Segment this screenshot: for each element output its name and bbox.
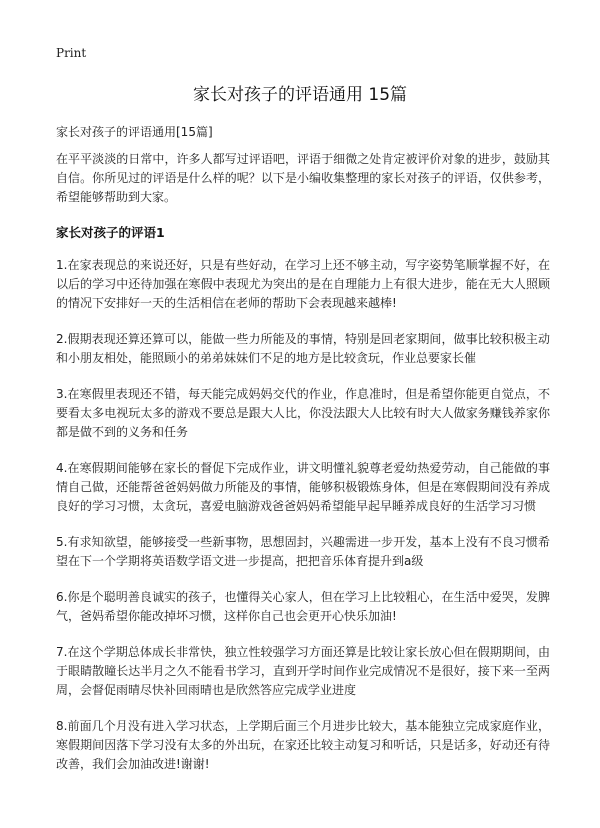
comment-item-6: 6.你是个聪明善良诚实的孩子，也懂得关心家人，但在学习上比较粗心，在生活中爱哭，发脾气，爸妈希望你能改掉坏习惯，这样你自己也会更开心快乐加油! xyxy=(56,590,550,623)
section-heading: 家长对孩子的评语1 xyxy=(56,225,165,240)
page-title: 家长对孩子的评语通用 15篇 xyxy=(192,85,408,105)
comment-item-3: 3.在寒假里表现还不错，每天能完成妈妈交代的作业，作息准时，但是希望你能更自觉点，不要看太多电视玩太多的游戏不要总是跟大人比，你没法跟大人比较有时大人做家务赚钱养家你都是做不到的义务和任务 xyxy=(56,387,550,439)
comment-item-1: 1.在家表现总的来说还好，只是有些好动，在学习上还不够主动，写字姿势笔顺掌握不好，在以后的学习中还待加强在寒假中表现尤为突出的是在自理能力上有很大进步，能在无大人照顾的情况下安排好一天的生活相信在老师的帮助下会表现越来越棒! xyxy=(56,258,550,310)
document-subtitle: 家长对孩子的评语通用[15篇] xyxy=(56,125,213,139)
print-link[interactable]: Print xyxy=(56,46,87,60)
comment-item-4: 4.在寒假期间能够在家长的督促下完成作业，讲文明懂礼貌尊老爱幼热爱劳动，自己能做的事情自己做，还能帮爸爸妈妈做力所能及的事情，能够积极锻炼身体，但是在寒假期间没有养成良好的学习习惯，太贪玩，喜爱电脑游戏爸爸妈妈希望能早起早睡养成良好的生活学习习惯 xyxy=(56,461,550,513)
comment-item-8: 8.前面几个月没有进入学习状态，上学期后面三个月进步比较大，基本能独立完成家庭作业，寒假期间因落下学习没有太多的外出玩，在家还比较主动复习和听话，只是话多，好动还有待改善，我们会加油改进!谢谢! xyxy=(56,719,550,771)
intro-paragraph: 在平平淡淡的日常中，许多人都写过评语吧，评语于细微之处肯定被评价对象的进步，鼓励其自信。你所见过的评语是什么样的呢？以下是小编收集整理的家长对孩子的评语，仅供参考，希望能够帮助到大家。 xyxy=(56,152,550,204)
comment-item-7: 7.在这个学期总体成长非常快，独立性较强学习方面还算是比较让家长放心但在假期期间，由于眼睛散瞳长达半月之久不能看书学习，直到开学时间作业完成情况不是很好，接下来一至两周，会督促雨晴尽快补回雨晴也是欣然答应完成学业进度 xyxy=(56,645,550,697)
comment-item-2: 2.假期表现还算还算可以，能做一些力所能及的事情，特别是回老家期间，做事比较积极主动和小朋友相处，能照顾小的弟弟妹妹们不足的地方是比较贪玩，作业总要家长催 xyxy=(56,332,550,365)
comment-item-5: 5.有求知欲望，能够接受一些新事物，思想固封，兴趣需进一步开发，基本上没有不良习惯希望在下一个学期将英语数学语文进一步提高，把把音乐体育提升到a级 xyxy=(56,535,550,568)
document-body xyxy=(56,150,550,791)
